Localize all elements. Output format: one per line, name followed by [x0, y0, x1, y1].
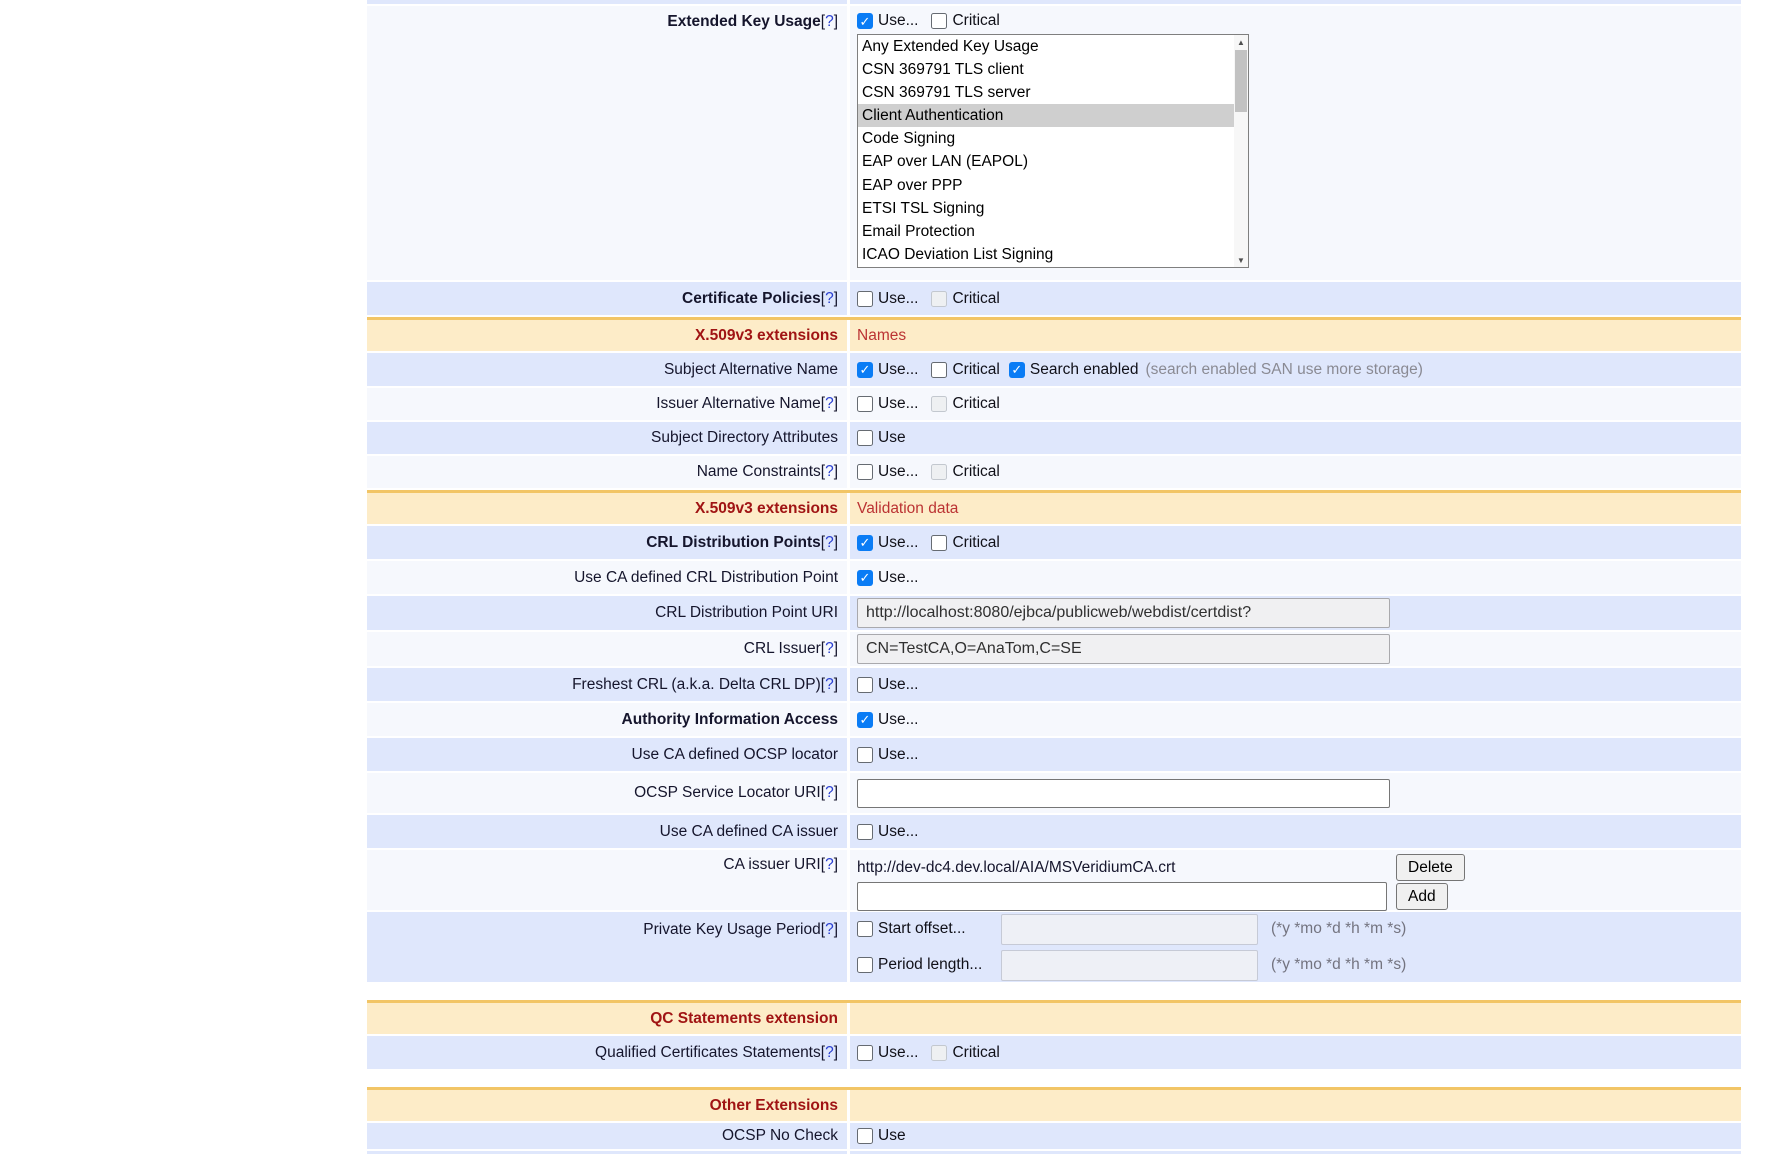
row-certificate-policies: Certificate Policies [?] Use... Critical [367, 282, 1741, 315]
label-authority-information-access: Authority Information Access [367, 703, 847, 736]
scroll-down-icon[interactable]: ▼ [1237, 256, 1245, 265]
extended-key-usage-listbox[interactable] [857, 34, 1249, 268]
checkmark-icon: ✓ [859, 13, 871, 29]
listbox-option[interactable]: ICAO Deviation List Signing [862, 245, 1054, 263]
ca-issuer-uri-new-input[interactable] [857, 882, 1387, 911]
label-subject-directory-attributes: Subject Directory Attributes [367, 422, 847, 454]
eku-critical-checkbox[interactable] [931, 13, 947, 29]
label-issuer-alternative-name: Issuer Alternative Name [?] [367, 388, 847, 420]
table-top-partial-row [367, 0, 1741, 4]
row-issuer-alternative-name: Issuer Alternative Name [?] Use... Critical [367, 388, 1741, 420]
row-use-ca-defined-ocsp-locator: Use CA defined OCSP locator Use... [367, 738, 1741, 771]
use-label: Use... [878, 12, 919, 29]
row-ocsp-no-check: OCSP No Check Use [367, 1123, 1741, 1149]
help-link[interactable]: [?] [820, 463, 838, 480]
label-freshest-crl: Freshest CRL (a.k.a. Delta CRL DP) [?] [367, 668, 847, 701]
label-use-ca-defined-crl-dp: Use CA defined CRL Distribution Point [367, 561, 847, 594]
freshest-crl-use-checkbox[interactable] [857, 677, 873, 693]
profile-table [367, 0, 1741, 1154]
certificate-policies-critical-checkbox [931, 291, 947, 307]
ian-use-checkbox[interactable] [857, 396, 873, 412]
start-offset-input [1001, 914, 1258, 945]
ian-critical-checkbox [931, 396, 947, 412]
listbox-option[interactable]: ETSI TSL Signing [862, 199, 985, 217]
row-use-ca-defined-crl-dp: Use CA defined CRL Distribution Point ✓ Use... [367, 561, 1741, 594]
crl-dp-use-checkbox[interactable]: ✓ [857, 535, 873, 551]
start-offset-checkbox[interactable] [857, 921, 873, 937]
section-subtitle: Names [857, 326, 907, 344]
qcs-critical-checkbox [931, 1045, 947, 1061]
label-certificate-policies: Certificate Policies [?] [367, 282, 847, 315]
listbox-option[interactable]: Any Extended Key Usage [862, 38, 1039, 55]
row-private-key-usage-period: Private Key Usage Period [?] Start offset... (*y *mo *d *h *m *s) Period length... (*y *mo *d *h *m *s) [367, 912, 1741, 982]
section-gap [367, 1071, 1741, 1087]
row-freshest-crl: Freshest CRL (a.k.a. Delta CRL DP) [?] Use... [367, 668, 1741, 701]
help-link[interactable]: [?] [820, 289, 838, 307]
label-ocsp-no-check: OCSP No Check [367, 1123, 847, 1149]
label-ocsp-service-locator-uri: OCSP Service Locator URI [?] [367, 773, 847, 813]
label-ca-issuer-uri: CA issuer URI [?] [367, 850, 847, 910]
san-critical-checkbox[interactable] [931, 362, 947, 378]
section-title: X.509v3 extensions [694, 499, 838, 517]
help-link[interactable]: [?] [820, 640, 838, 657]
crl-issuer-input [857, 634, 1390, 664]
section-title: Other Extensions [709, 1096, 838, 1114]
san-search-enabled-checkbox[interactable]: ✓ [1009, 362, 1025, 378]
aia-use-checkbox[interactable]: ✓ [857, 712, 873, 728]
section-header-validation-data [367, 490, 1741, 524]
listbox-option[interactable]: CSN 369791 TLS client [862, 61, 1024, 79]
critical-label: Critical [952, 12, 1000, 29]
period-format-hint: (*y *mo *d *h *m *s) [1271, 920, 1407, 937]
row-name-constraints: Name Constraints [?] Use... Critical [367, 456, 1741, 488]
row-authority-information-access: Authority Information Access ✓ Use... [367, 703, 1741, 736]
section-header-names [367, 317, 1741, 351]
label-extended-key-usage: Extended Key Usage [?] [367, 6, 847, 280]
listbox-option[interactable]: EAP over PPP [862, 176, 963, 194]
san-search-note: (search enabled SAN use more storage) [1145, 360, 1423, 378]
crl-dp-critical-checkbox[interactable] [931, 535, 947, 551]
ca-issuer-uri-value: http://dev-dc4.dev.local/AIA/MSVeridiumCA.crt [857, 858, 1176, 876]
period-length-input [1001, 950, 1258, 981]
help-link[interactable]: [?] [820, 13, 838, 30]
row-subject-alternative-name: Subject Alternative Name ✓ Use... Critical ✓ Search enabled (search enabled SAN use more storage) [367, 353, 1741, 386]
label-private-key-usage-period: Private Key Usage Period [?] [367, 912, 847, 982]
help-link[interactable]: [?] [820, 784, 838, 801]
section-title: QC Statements extension [650, 1009, 838, 1027]
add-button[interactable]: Add [1396, 883, 1448, 910]
qcs-use-checkbox[interactable] [857, 1045, 873, 1061]
delete-button[interactable]: Delete [1396, 854, 1465, 881]
period-format-hint: (*y *mo *d *h *m *s) [1271, 956, 1407, 973]
listbox-option[interactable]: CSN 369791 TLS server [862, 84, 1031, 102]
row-crl-distribution-points: CRL Distribution Points [?] ✓ Use... Critical [367, 526, 1741, 559]
scrollbar-thumb[interactable] [1235, 50, 1247, 112]
section-title: X.509v3 extensions [694, 326, 838, 344]
certificate-policies-use-checkbox[interactable] [857, 291, 873, 307]
row-qualified-certificates-statements: Qualified Certificates Statements [?] Use... Critical [367, 1036, 1741, 1069]
help-link[interactable]: [?] [820, 856, 838, 873]
section-header-other-extensions [367, 1087, 1741, 1121]
row-subject-directory-attributes: Subject Directory Attributes Use [367, 422, 1741, 454]
label-subject-alternative-name: Subject Alternative Name [367, 353, 847, 386]
section-gap [367, 984, 1741, 1000]
name-constraints-use-checkbox[interactable] [857, 464, 873, 480]
listbox-option[interactable]: Email Protection [862, 222, 975, 240]
row-crl-dp-uri [367, 596, 1741, 630]
label-crl-distribution-points: CRL Distribution Points [?] [367, 526, 847, 559]
ocsp-no-check-use-checkbox[interactable] [857, 1128, 873, 1144]
eku-use-checkbox[interactable] [857, 13, 873, 29]
ocsp-locator-uri-input[interactable] [857, 779, 1390, 808]
help-link[interactable]: [?] [820, 395, 838, 412]
name-constraints-critical-checkbox [931, 464, 947, 480]
scroll-up-icon[interactable]: ▲ [1237, 38, 1245, 47]
period-length-checkbox[interactable] [857, 957, 873, 973]
sda-use-checkbox[interactable] [857, 430, 873, 446]
row-ocsp-service-locator-uri [367, 773, 1741, 813]
row-crl-issuer [367, 632, 1741, 666]
section-header-qc-statements [367, 1000, 1741, 1034]
row-extended-key-usage [367, 6, 1741, 280]
use-ca-ocsp-checkbox[interactable] [857, 747, 873, 763]
section-subtitle: Validation data [857, 499, 959, 517]
row-ca-issuer-uri [367, 850, 1741, 910]
label-crl-issuer: CRL Issuer [?] [367, 632, 847, 666]
crl-dp-uri-input [857, 598, 1390, 628]
label-use-ca-defined-ocsp-locator: Use CA defined OCSP locator [367, 738, 847, 771]
help-link[interactable]: [?] [820, 921, 838, 938]
help-link[interactable]: [?] [820, 533, 838, 551]
listbox-option[interactable]: EAP over LAN (EAPOL) [862, 153, 1028, 171]
listbox-option[interactable]: Code Signing [862, 130, 956, 148]
label-name-constraints: Name Constraints [?] [367, 456, 847, 488]
label-crl-dp-uri: CRL Distribution Point URI [367, 596, 847, 630]
listbox-scrollbar[interactable] [1234, 35, 1248, 267]
help-link[interactable]: [?] [820, 675, 838, 693]
label-use-ca-defined-ca-issuer: Use CA defined CA issuer [367, 815, 847, 848]
use-ca-issuer-checkbox[interactable] [857, 824, 873, 840]
listbox-option-selected[interactable]: Client Authentication [858, 104, 1248, 127]
san-use-checkbox[interactable]: ✓ [857, 362, 873, 378]
label-qualified-certificates-statements: Qualified Certificates Statements [?] [367, 1036, 847, 1069]
row-use-ca-defined-ca-issuer: Use CA defined CA issuer Use... [367, 815, 1741, 848]
help-link[interactable]: [?] [820, 1043, 838, 1061]
use-ca-crl-dp-checkbox[interactable]: ✓ [857, 570, 873, 586]
